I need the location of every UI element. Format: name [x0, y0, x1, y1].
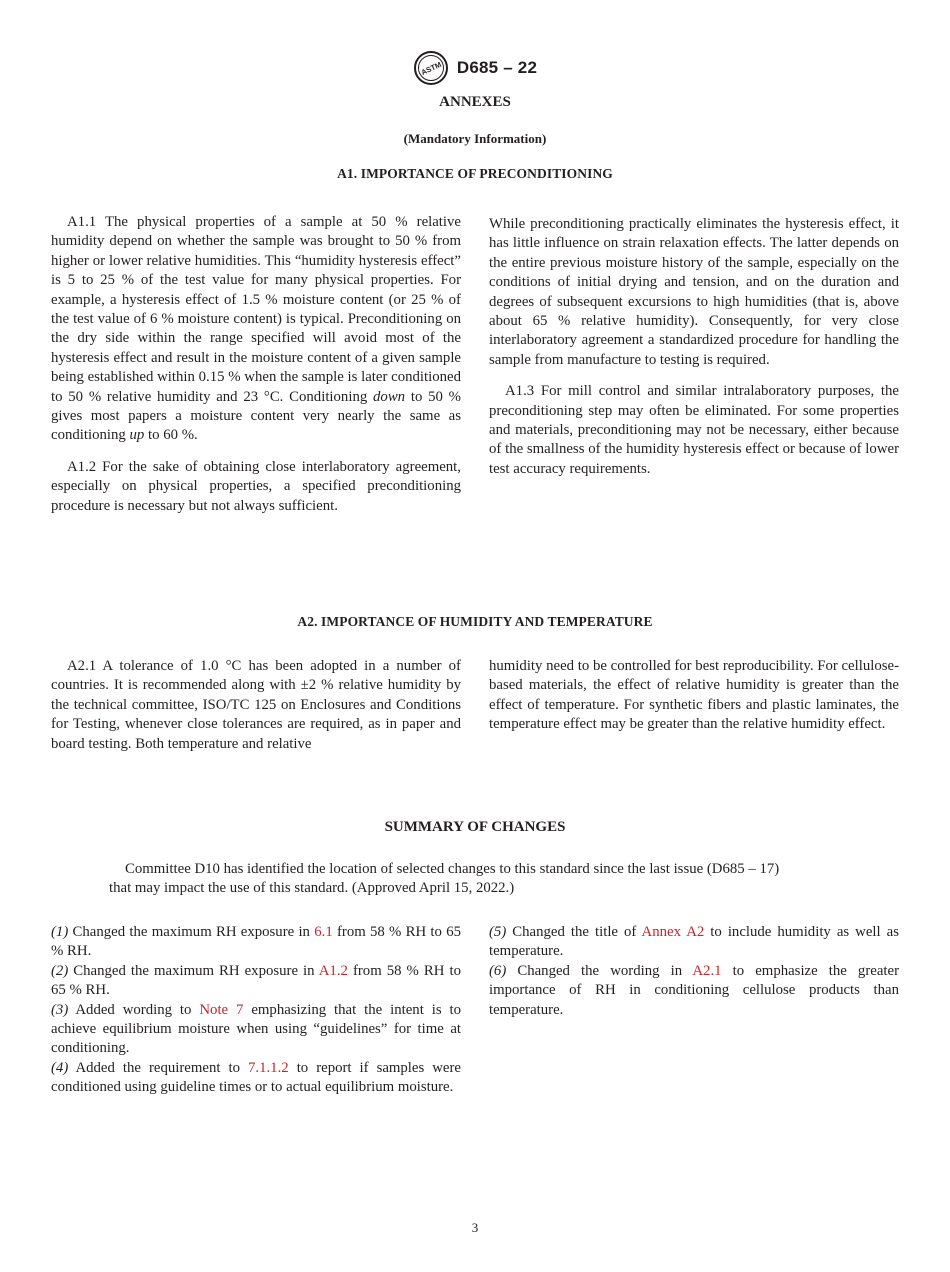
change-item: (2) Changed the maximum RH exposure in A1.2 from 58 % RH to 65 % RH.	[51, 962, 461, 999]
a2-right-column	[489, 657, 899, 735]
standard-designation: D685 – 22	[456, 58, 538, 77]
change-item: (1) Changed the maximum RH exposure in 6.1 from 58 % RH to 65 % RH.	[51, 924, 461, 960]
a1-left-column	[51, 213, 461, 516]
changes-left-column	[51, 923, 461, 1098]
a1-right-column	[489, 215, 899, 479]
document-header	[0, 50, 950, 86]
svg-text:ASTM: ASTM	[419, 59, 443, 78]
paragraph-a2-1: A2.1 A tolerance of 1.0 °C has been adopted in a number of countries. It is recommended along with ±2 % relative humidity by the technical committee, ISO/TC 125 on Enclosures and Conditions for Testing, whenever close tolerances are required, as in paper and board testing. Both temperature and relative	[51, 658, 461, 752]
a2-left-column	[51, 657, 461, 754]
section-a1-heading: A1. IMPORTANCE OF PRECONDITIONING	[337, 166, 613, 181]
section-link[interactable]: 6.1	[314, 924, 333, 940]
change-item: (4) Added the requirement to 7.1.1.2 to report if samples were conditioned using guideline times or to actual equilibrium moisture.	[51, 1059, 461, 1096]
paragraph-a1-3: A1.3 For mill control and similar intralaboratory purposes, the preconditioning step may often be eliminated. For some properties and materials, preconditioning may not be necessary, either because of the smallness of the humidity hysteresis effect or because of lower test accuracy requirements.	[489, 383, 899, 477]
mandatory-info-subtitle: (Mandatory Information)	[403, 131, 547, 146]
paragraph-a1-2: A1.2 For the sake of obtaining close interlaboratory agreement, especially on physical properties, a specified preconditioning procedure is necessary but not always sufficient.	[51, 458, 461, 514]
summary-heading: SUMMARY OF CHANGES	[384, 819, 566, 835]
annexes-title: ANNEXES	[439, 94, 511, 110]
changes-right-column	[489, 923, 899, 1020]
astm-logo-icon	[413, 50, 449, 86]
paragraph-a2-1-continued: humidity need to be controlled for best reproducibility. For cellulose-based materials, the effect of relative humidity is greater than the effect of temperature. For synthetic fibers and plastic laminates, the temperature effect may be greater than the relative humidity effect.	[489, 658, 899, 733]
annex-link[interactable]: Annex A2	[641, 924, 705, 940]
paragraph-a1-2-continued: While preconditioning practically eliminates the hysteresis effect, it has little influence on strain relaxation effects. The latter depends on the entire previous moisture history of the sample, especially on the conditions of initial drying and tension, and on the duration and degrees of subsequent excursions to high humidities (that is, above about 65 % relative humidity). Consequently, for very close interlaboratory agreement a standardized procedure for handling the sample from manufacture to testing is required.	[489, 216, 899, 368]
section-a2-heading: A2. IMPORTANCE OF HUMIDITY AND TEMPERATURE	[297, 614, 653, 629]
section-link[interactable]: 7.1.1.2	[247, 1059, 289, 1076]
paragraph-a1-1: A1.1 The physical properties of a sample at 50 % relative humidity depend on whether the sample was brought to 50 % from higher or lower relative humidities. This “humidity hysteresis effect” is 5 to 25 % of the test value for many physical properties. For example, a hysteresis effect of 1.5 % moisture content (or 25 % of the test value of 6 % moisture content) is typical. Preconditioning on the dry side within the range specified will avoid most of the hysteresis effect and result in the moisture content of a given sample being established within 0.15 % when the sample is later conditioned to 50 % relative humidity and 23 °C. Conditioning down to 50 % gives most papers a moisture content very nearly the same as conditioning up to 60 %.	[51, 214, 461, 444]
section-link[interactable]: A1.2	[318, 962, 348, 979]
section-link[interactable]: A2.1	[692, 962, 722, 979]
note-link[interactable]: Note 7	[199, 1001, 244, 1018]
change-item: (5) Changed the title of Annex A2 to include humidity as well as temperature.	[489, 924, 899, 960]
summary-intro: Committee D10 has identified the location of selected changes to this standard since the last issue (D685 – 17) that may impact the use of this standard. (Approved April 15, 2022.)	[109, 861, 780, 897]
change-item: (3) Added wording to Note 7 emphasizing that the intent is to achieve equilibrium moisture when using “guidelines” for time at conditioning.	[51, 1001, 461, 1057]
change-item: (6) Changed the wording in A2.1 to emphasize the greater importance of RH in conditioning cellulose products than temperature.	[489, 962, 899, 1018]
page-number: 3	[471, 1220, 479, 1235]
